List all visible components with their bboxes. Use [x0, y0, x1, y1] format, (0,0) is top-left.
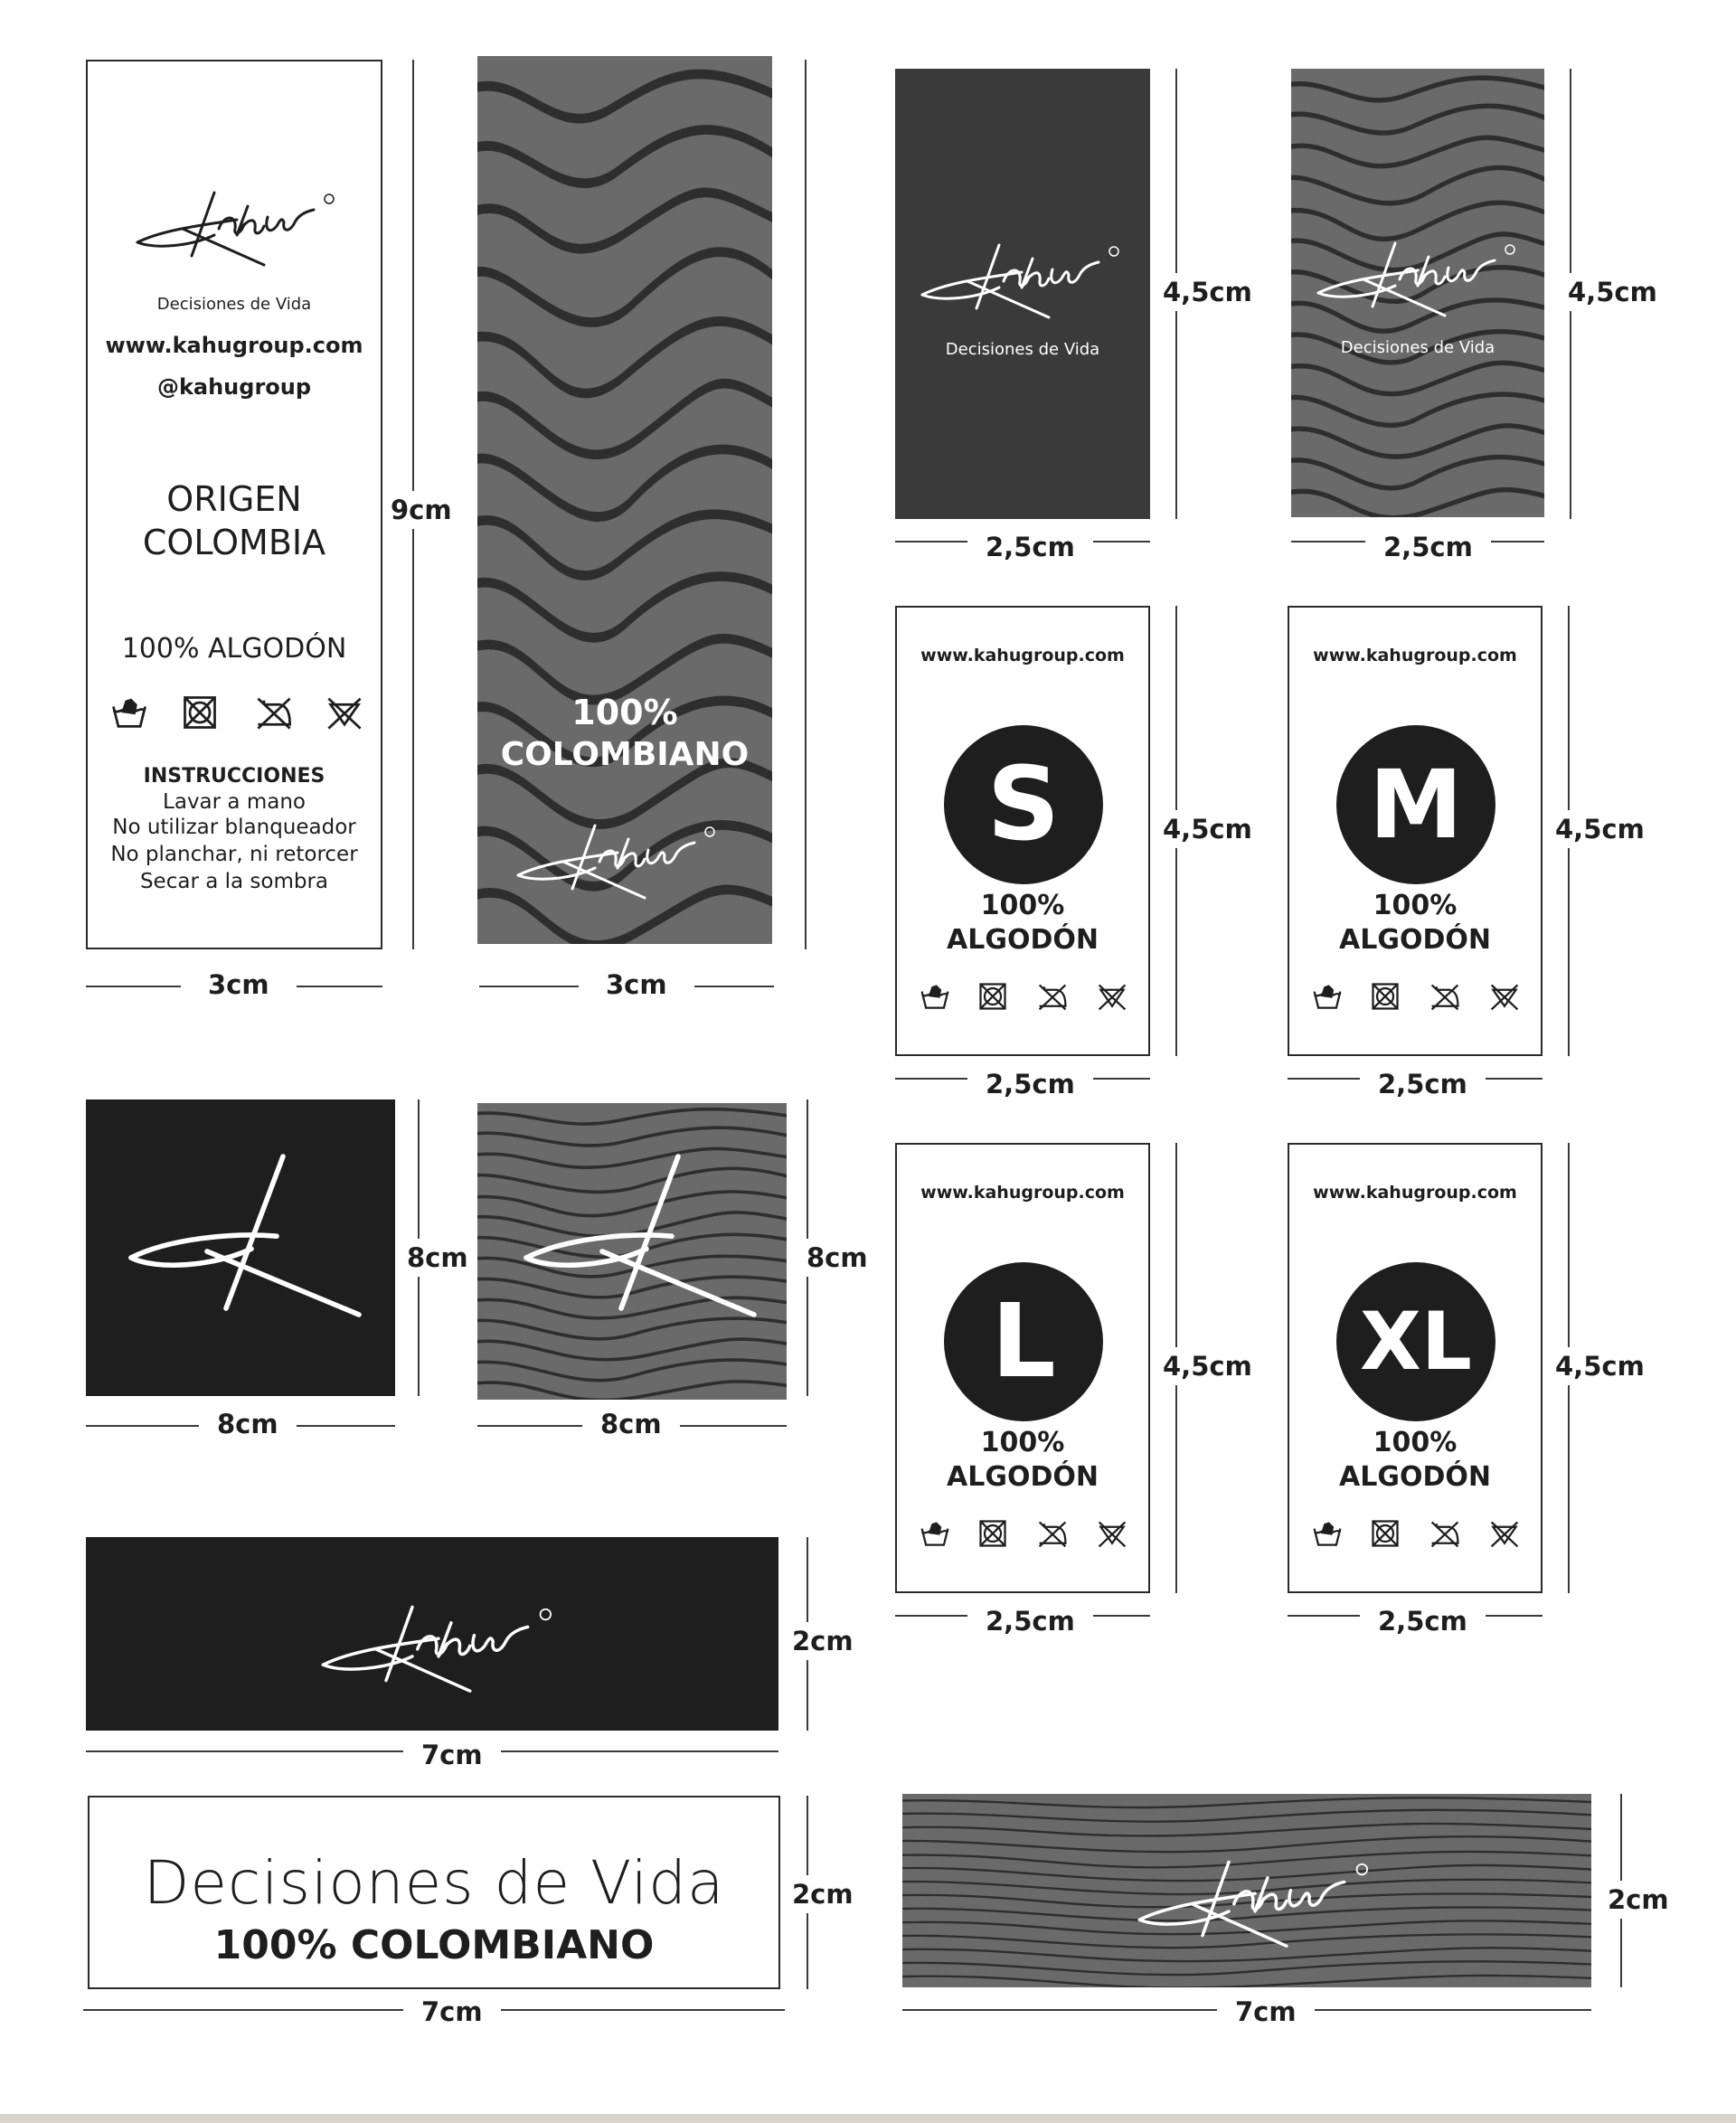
size-label-l	[895, 1143, 1150, 1593]
banner-wave-label	[902, 1794, 1591, 1987]
composition-line-2: ALGODÓN	[947, 1461, 1099, 1493]
kahu-logo-icon	[1309, 230, 1526, 320]
no-iron-icon	[1425, 1517, 1465, 1550]
dimension-width: 7cm	[1217, 1996, 1315, 2027]
no-bleach-icon	[1092, 980, 1132, 1013]
pattern-label-line-1: 100%	[571, 693, 678, 732]
care-icons-row	[109, 693, 363, 732]
hand-wash-icon	[1311, 980, 1344, 1013]
care-icons-row	[919, 980, 1136, 1013]
pattern-label-line-2: COLOMBIANO	[500, 736, 750, 773]
website: www.kahugroup.com	[1313, 646, 1517, 665]
instructions-title: INSTRUCCIONES	[143, 765, 326, 788]
composition-line-2: ALGODÓN	[947, 924, 1099, 956]
size-label-m	[1288, 606, 1543, 1056]
care-icons-row	[919, 1517, 1136, 1550]
pattern-label-colombiano	[477, 56, 772, 944]
care-icons-row	[1311, 1517, 1528, 1550]
dimension-width: 3cm	[579, 969, 694, 1000]
no-tumble-dry-icon	[1369, 1517, 1401, 1550]
no-iron-icon	[250, 693, 297, 732]
instruction-item: Secar a la sombra	[139, 870, 329, 893]
composition-line-1: 100%	[1373, 1427, 1458, 1458]
no-tumble-dry-icon	[1369, 980, 1401, 1013]
no-tumble-dry-icon	[976, 980, 1009, 1013]
dimension-width: 8cm	[199, 1409, 297, 1439]
dimension-height: 8cm	[807, 1239, 868, 1277]
dimension-width: 7cm	[403, 1740, 501, 1770]
website: www.kahugroup.com	[1313, 1183, 1517, 1203]
hand-wash-icon	[109, 693, 149, 732]
instruction-item: No planchar, ni retorcer	[110, 843, 358, 866]
dimension-height: 2cm	[792, 1622, 854, 1660]
kahu-logo-icon	[913, 231, 1130, 322]
no-iron-icon	[1033, 980, 1072, 1013]
composition-line-2: ALGODÓN	[1339, 1461, 1491, 1493]
social-handle: @kahugroup	[156, 374, 312, 400]
k-mark-icon	[118, 1150, 372, 1353]
banner-origin: 100% COLOMBIANO	[213, 1922, 655, 1968]
banner-text-label	[88, 1796, 780, 1989]
main-care-label	[86, 60, 382, 949]
dimension-width: 2,5cm	[1360, 1606, 1486, 1637]
no-tumble-dry-icon	[180, 693, 220, 732]
no-bleach-icon	[1485, 1517, 1524, 1550]
composition-line-1: 100%	[1373, 890, 1458, 921]
no-iron-icon	[1425, 980, 1465, 1013]
kahu-logo-icon	[128, 179, 345, 269]
kahu-logo-icon	[509, 812, 726, 902]
dimension-height: 4,5cm	[1163, 1347, 1252, 1385]
banner-black-label	[86, 1537, 778, 1731]
banner-tagline: Decisiones de Vida	[143, 1848, 725, 1918]
size-badge: M	[1336, 725, 1495, 884]
dimension-height: 2cm	[1608, 1881, 1669, 1919]
dimension-height: 4,5cm	[1555, 810, 1645, 848]
dimension-width: 7cm	[403, 1996, 501, 2027]
dimension-height: 9cm	[391, 491, 452, 529]
k-mark-icon	[514, 1150, 767, 1353]
square-wave-label	[477, 1103, 787, 1400]
hand-wash-icon	[919, 1517, 951, 1550]
dimension-height: 4,5cm	[1163, 810, 1252, 848]
small-dark-label	[895, 69, 1150, 519]
origin-line-1: ORIGEN	[166, 479, 302, 519]
composition-line-1: 100%	[980, 890, 1065, 921]
kahu-logo-icon	[1128, 1846, 1382, 1951]
kahu-logo-icon	[312, 1591, 565, 1696]
instruction-item: Lavar a mano	[163, 790, 306, 814]
no-iron-icon	[1033, 1517, 1072, 1550]
dimension-width: 2,5cm	[1360, 1069, 1486, 1099]
wave-pattern	[477, 56, 772, 944]
instruction-item: No utilizar blanqueador	[112, 816, 356, 839]
dimension-width: 2,5cm	[1365, 532, 1491, 562]
website: www.kahugroup.com	[920, 1183, 1125, 1203]
dimension-width: 2,5cm	[967, 532, 1093, 562]
website: www.kahugroup.com	[105, 333, 363, 358]
size-badge: L	[944, 1262, 1103, 1421]
size-badge: S	[944, 725, 1103, 884]
dimension-height: 8cm	[407, 1239, 468, 1277]
dimension-height: 4,5cm	[1555, 1347, 1645, 1385]
small-wave-label	[1291, 69, 1544, 517]
no-bleach-icon	[1092, 1517, 1132, 1550]
hand-wash-icon	[1311, 1517, 1344, 1550]
no-bleach-icon	[321, 693, 368, 732]
footer-strip	[0, 2114, 1736, 2123]
composition-line-1: 100%	[980, 1427, 1065, 1458]
size-badge: XL	[1336, 1262, 1495, 1421]
dimension-height: 2cm	[792, 1875, 854, 1913]
dimension-width: 2,5cm	[967, 1069, 1093, 1099]
care-icons-row	[1311, 980, 1528, 1013]
dimension-width: 8cm	[582, 1409, 680, 1439]
tagline: Decisiones de Vida	[1340, 338, 1495, 357]
tagline: Decisiones de Vida	[945, 340, 1100, 359]
origin-line-2: COLOMBIA	[142, 523, 326, 562]
square-black-label	[86, 1099, 395, 1396]
no-tumble-dry-icon	[976, 1517, 1009, 1550]
dimension-width: 2,5cm	[967, 1606, 1093, 1637]
website: www.kahugroup.com	[920, 646, 1125, 665]
no-bleach-icon	[1485, 980, 1524, 1013]
dimension-height: 4,5cm	[1163, 273, 1252, 311]
composition-line-2: ALGODÓN	[1339, 924, 1491, 956]
composition: 100% ALGODÓN	[121, 633, 347, 665]
size-label-xl	[1288, 1143, 1543, 1593]
dimension-line	[805, 60, 807, 949]
dimension-width: 3cm	[181, 969, 297, 1000]
tagline: Decisiones de Vida	[156, 295, 312, 314]
hand-wash-icon	[919, 980, 951, 1013]
size-label-s	[895, 606, 1150, 1056]
dimension-height: 4,5cm	[1568, 273, 1657, 311]
